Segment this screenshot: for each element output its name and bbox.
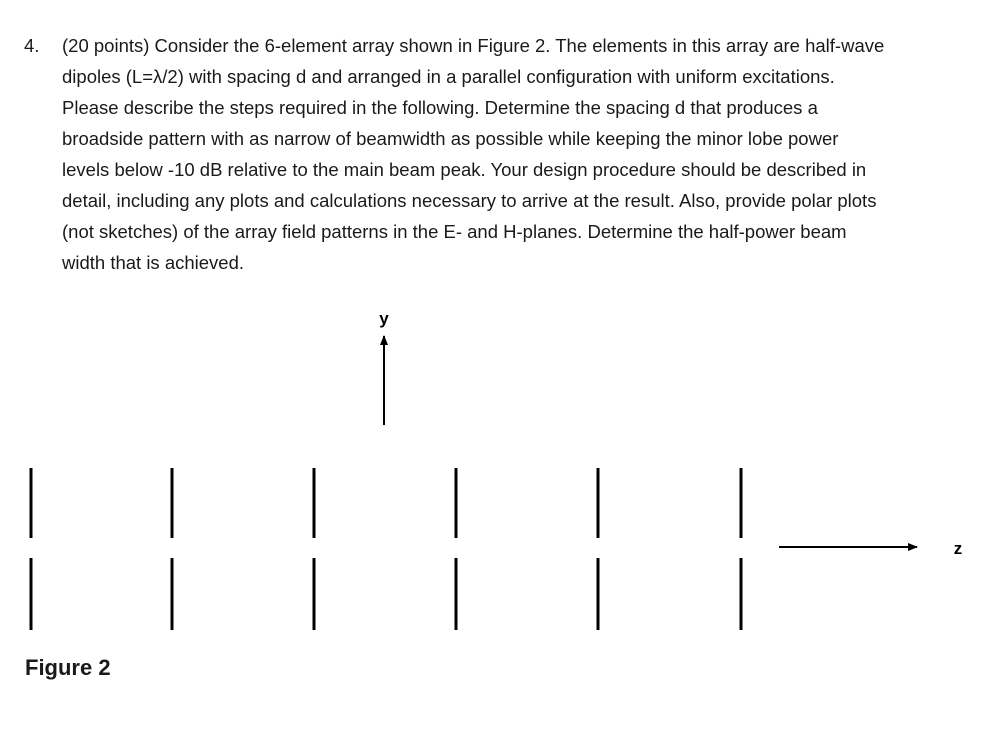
- y-axis-label: y: [379, 309, 389, 328]
- problem-number: 4.: [24, 35, 40, 56]
- problem-text: (20 points) Consider the 6-element array shown in Figure 2. The elements in this array are half-wave dipoles (L=λ/2) with spacing d and arranged in a parallel configuration with uniform excitations. Please describe the steps required in the following. Determine the spacing d that produces a broadside pattern with as narrow of beamwidth as possible while keeping the minor lobe power levels below -10 dB relative to the main beam peak. Your design procedure should be described in detail, including any plots and calculations necessary to arrive at the result. Also, provide polar plots (not sketches) of the array field patterns in the E- and H-planes. Determine the half-power beam width that is achieved.: [62, 35, 885, 273]
- z-axis-label: z: [953, 539, 963, 558]
- figure-caption: Figure 2: [25, 655, 111, 680]
